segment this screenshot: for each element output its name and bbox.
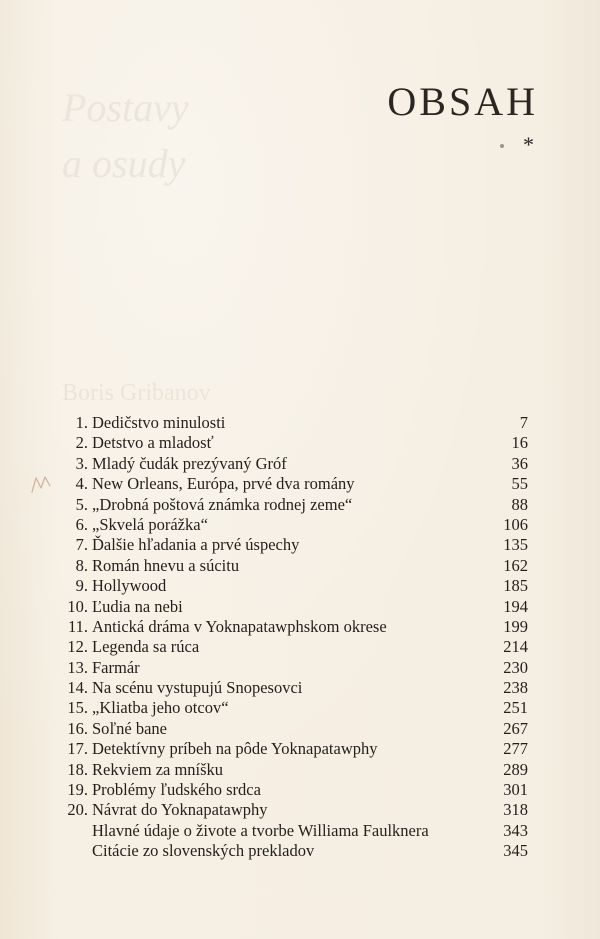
page-number: 36 bbox=[511, 453, 528, 473]
toc-entry bbox=[52, 413, 528, 433]
chapter-number: 16. bbox=[67, 718, 88, 738]
chapter-title: Hlavné údaje o živote a tvorbe Williama Faulknera bbox=[92, 820, 429, 840]
chapter-number: 17. bbox=[67, 739, 88, 759]
toc-entry bbox=[52, 454, 528, 474]
chapter-number: 15. bbox=[67, 698, 88, 718]
toc-entry bbox=[52, 678, 528, 698]
chapter-number: 18. bbox=[67, 759, 88, 779]
page-number: 301 bbox=[503, 780, 528, 800]
chapter-title: „Skvelá porážka“ bbox=[92, 514, 208, 534]
page-number: 194 bbox=[503, 596, 528, 616]
page-number: 7 bbox=[519, 413, 528, 432]
chapter-number: 5. bbox=[75, 494, 88, 514]
page-number: 162 bbox=[503, 555, 528, 575]
page-number: 251 bbox=[503, 698, 528, 718]
page-number: 238 bbox=[503, 678, 528, 698]
toc-entry bbox=[52, 515, 528, 535]
toc-entry bbox=[52, 780, 528, 800]
chapter-number: 1. bbox=[75, 413, 88, 432]
chapter-number: 12. bbox=[67, 637, 88, 657]
chapter-number: 11. bbox=[67, 616, 88, 636]
chapter-title: Román hnevu a súcitu bbox=[92, 555, 240, 575]
chapter-title: Dedičstvo minulosti bbox=[92, 413, 226, 432]
chapter-title: Mladý čudák prezývaný Gróf bbox=[92, 453, 287, 473]
chapter-title: Problémy ľudského srdca bbox=[92, 780, 261, 800]
table-of-contents bbox=[52, 413, 528, 862]
toc-entry bbox=[52, 597, 528, 617]
toc-entry bbox=[52, 800, 528, 820]
chapter-number: 19. bbox=[67, 780, 88, 800]
chapter-title: New Orleans, Európa, prvé dva romány bbox=[92, 474, 355, 494]
page-number: 55 bbox=[511, 474, 528, 494]
toc-entry bbox=[52, 841, 528, 861]
chapter-title: Citácie zo slovenských prekladov bbox=[92, 841, 315, 861]
page-title: OBSAH bbox=[387, 79, 538, 124]
chapter-number: 3. bbox=[75, 453, 88, 473]
toc-entry bbox=[52, 658, 528, 678]
chapter-title: Návrat do Yoknapatawphy bbox=[92, 800, 268, 820]
chapter-title: Ďalšie hľadania a prvé úspechy bbox=[92, 535, 300, 555]
chapter-title: Ľudia na nebi bbox=[92, 596, 183, 616]
page-number: 199 bbox=[503, 616, 528, 636]
show-through-text: a osudy bbox=[62, 141, 186, 186]
toc-entry bbox=[52, 495, 528, 515]
chapter-number: 8. bbox=[75, 555, 88, 575]
chapter-title: Na scénu vystupujú Snopesovci bbox=[92, 678, 303, 698]
asterisk-ornament: * bbox=[523, 132, 534, 157]
chapter-title: Detstvo a mladosť bbox=[92, 433, 214, 453]
page-number: 16 bbox=[511, 433, 528, 453]
toc-entry bbox=[52, 576, 528, 596]
page-number: 185 bbox=[503, 576, 528, 596]
toc-entry bbox=[52, 637, 528, 657]
toc-entry bbox=[52, 617, 528, 637]
page-number: 106 bbox=[503, 514, 528, 534]
page-number: 289 bbox=[503, 759, 528, 779]
page-number: 267 bbox=[503, 718, 528, 738]
page-number: 214 bbox=[503, 637, 528, 657]
chapter-title: Rekviem za mníšku bbox=[92, 759, 224, 779]
chapter-number: 6. bbox=[75, 514, 88, 534]
chapter-number: 2. bbox=[75, 433, 88, 453]
show-through-text: Boris Gribanov bbox=[62, 380, 211, 406]
chapter-number: 4. bbox=[75, 474, 88, 494]
toc-entry bbox=[52, 433, 528, 453]
toc-entry bbox=[52, 719, 528, 739]
chapter-number: 20. bbox=[67, 800, 88, 820]
chapter-title: Legenda sa rúca bbox=[92, 637, 200, 657]
toc-entry bbox=[52, 821, 528, 841]
chapter-title: Farmár bbox=[92, 657, 140, 677]
toc-entry bbox=[52, 474, 528, 494]
chapter-title: „Drobná poštová známka rodnej zeme“ bbox=[92, 494, 353, 514]
chapter-number: 13. bbox=[67, 657, 88, 677]
toc-entry bbox=[52, 760, 528, 780]
page-number: 88 bbox=[511, 494, 528, 514]
chapter-title: Antická dráma v Yoknapatawphskom okrese bbox=[92, 616, 387, 636]
page-number: 277 bbox=[503, 739, 528, 759]
chapter-title: Soľné bane bbox=[92, 718, 167, 738]
chapter-title: Detektívny príbeh na pôde Yoknapatawphy bbox=[92, 739, 378, 759]
page-number: 230 bbox=[503, 657, 528, 677]
toc-entry bbox=[52, 698, 528, 718]
page-number: 318 bbox=[503, 800, 528, 820]
page-number: 345 bbox=[503, 841, 528, 861]
page-number: 135 bbox=[503, 535, 528, 555]
chapter-number: 10. bbox=[67, 596, 88, 616]
chapter-number: 14. bbox=[67, 678, 88, 698]
chapter-number: 7. bbox=[75, 535, 88, 555]
toc-entry bbox=[52, 535, 528, 555]
toc-entry bbox=[52, 556, 528, 576]
toc-entry bbox=[52, 739, 528, 759]
ink-speck bbox=[500, 144, 504, 148]
chapter-number: 9. bbox=[75, 576, 88, 596]
chapter-title: „Kliatba jeho otcov“ bbox=[92, 698, 229, 718]
page-number: 343 bbox=[503, 820, 528, 840]
show-through-text: Postavy bbox=[62, 85, 189, 130]
chapter-title: Hollywood bbox=[92, 576, 167, 596]
